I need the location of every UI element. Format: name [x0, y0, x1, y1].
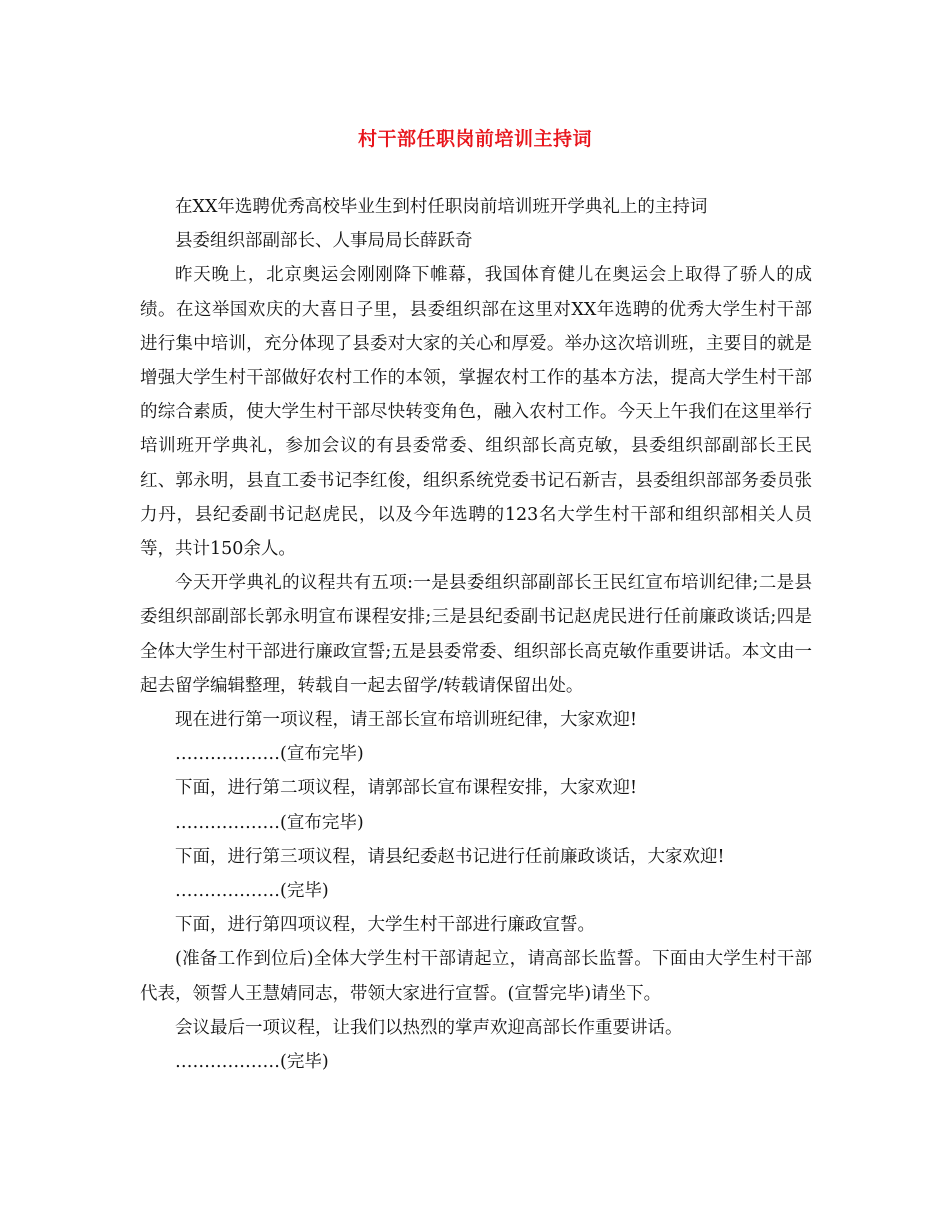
agenda-item-2: 下面，进行第二项议程，请郭部长宣布课程安排，大家欢迎!: [175, 778, 638, 799]
host-line: 县委组织部副部长、人事局局长薛跃奇: [175, 231, 473, 252]
agenda-item-2-done: ………………(宣布完毕): [175, 812, 364, 833]
agenda-item-3-done: ………………(完毕): [175, 881, 329, 902]
agenda-item-3: 下面，进行第三项议程，请县纪委赵书记进行任前廉政谈话，大家欢迎!: [175, 846, 725, 867]
document-body: [140, 190, 812, 1079]
agenda-item-5-done: ………………(完毕): [175, 1052, 329, 1073]
subtitle-line: 在XX年选聘优秀高校毕业生到村任职岗前培训班开学典礼上的主持词: [175, 197, 708, 217]
agenda-item-4: 下面，进行第四项议程，大学生村干部进行廉政宣誓。: [175, 915, 595, 936]
paragraph-opening: 昨天晚上，北京奥运会刚刚降下帷幕，我国体育健儿在奥运会上取得了骄人的成绩。在这举国欢庆的大喜日子里，县委组织部在这里对XX年选聘的优秀大学生村干部进行集中培训，充分体现了县委对大家的关心和厚爱。举办这次培训班，主要目的就是增强大学生村干部做好农村工作的本领，掌握农村工作的基本方法，提高大学生村干部的综合素质，使大学生村干部尽快转变角色，融入农村工作。今天上午我们在这里举行培训班开学典礼，参加会议的有县委常委、组织部长高克敏，县委组织部副部长王民红、郭永明，县直工委书记李红俊，组织系统党委书记石新吉，县委组织部部务委员张力丹，县纪委副书记赵虎民，以及今年选聘的123名大学生村干部和组织部相关人员等，共计150余人。: [140, 265, 812, 560]
agenda-item-1-done: ………………(宣布完毕): [175, 744, 364, 765]
oath-paragraph: (准备工作到位后)全体大学生村干部请起立，请高部长监誓。下面由大学生村干部代表，领誓人王慧婧同志，带领大家进行宣誓。(宣誓完毕)请坐下。: [140, 949, 812, 1004]
agenda-item-1: 现在进行第一项议程，请王部长宣布培训班纪律，大家欢迎!: [175, 710, 638, 731]
agenda-item-5: 会议最后一项议程，让我们以热烈的掌声欢迎高部长作重要讲话。: [175, 1017, 683, 1038]
paragraph-agenda: 今天开学典礼的议程共有五项:一是县委组织部副部长王民红宣布培训纪律;二是县委组织部副部长郭永明宣布课程安排;三是县纪委副书记赵虎民进行任前廉政谈话;四是全体大学生村干部进行廉政宣誓;五是县委常委、组织部长高克敏作重要讲话。本文由一起去留学编辑整理，转载自一起去留学/转载请保留出处。: [140, 573, 812, 696]
document-title: 村干部任职岗前培训主持词: [357, 128, 592, 150]
